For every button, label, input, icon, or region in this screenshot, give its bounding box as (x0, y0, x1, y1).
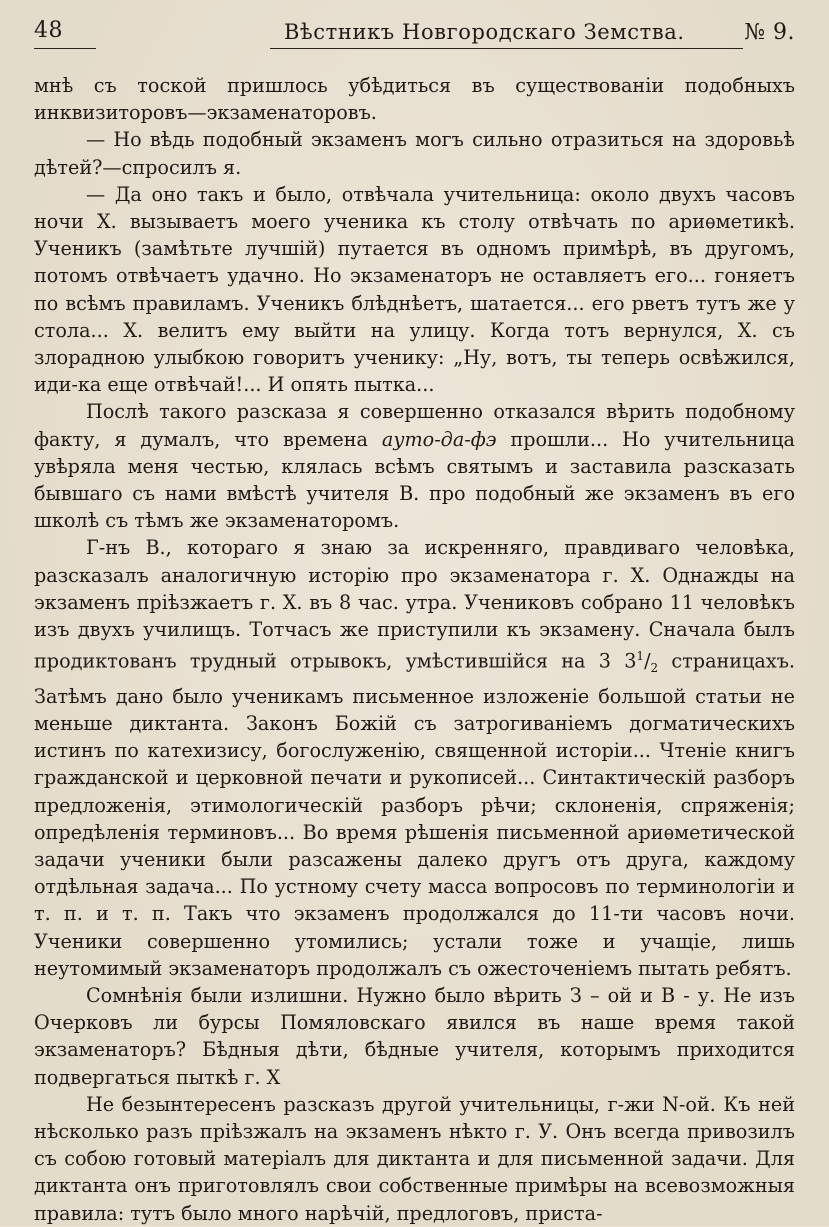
italic-auto-da-fe: ауто-да-фэ (381, 427, 497, 451)
paragraph-question: — Но вѣдь подобный экзаменъ могъ сильно отразиться на здоровьѣ дѣтей?—спросилъ я. (34, 128, 795, 179)
fraction-numerator: 1 (636, 649, 645, 664)
paragraph-teacher-answer: — Да оно такъ и было, отвѣчала учительница: около двухъ часовъ ночи Х. вызываетъ моего ученика къ столу отвѣчать по ариѳметикѣ. Ученикъ (замѣтьте лучшій) путается въ одномъ примѣрѣ, въ другомъ, потомъ отвѣчаетъ удачно. Но экзаменаторъ не оставляетъ его... гоняетъ по всѣмъ правиламъ. Ученикъ блѣднѣетъ, шатается... его рветъ тутъ же у стола... Х. велитъ ему выйти на улицу. Когда тотъ вернулся, Х. съ злорадною улыбкою говоритъ ученику: „Ну, вотъ, ты теперь освѣжился, иди-ка еще отвѣчай!... И опять пытка... (34, 182, 795, 397)
paragraph-continuation: мнѣ съ тоской пришлось убѣдиться въ существованіи подобныхъ инквизиторовъ—экзаменаторовъ. (34, 74, 795, 125)
issue-number: № 9. (744, 20, 795, 45)
header-rule-left (34, 48, 96, 49)
paragraph-teacher-v-before: Г-нъ В., котораго я знаю за искренняго, правдиваго человѣка, разсказалъ аналогичную исторію про экзаменатора г. Х. Однажды на экзаменъ пріѣзжаетъ г. Х. въ 8 час. утра. Учениковъ собрано 11 человѣкъ изъ двухъ училищъ. Тотчасъ же приступили къ экзамену. Сначала былъ продиктованъ трудный отрывокъ, умѣстившійся на 3 3 (34, 536, 795, 673)
paragraph-another-teacher: Не безынтересенъ разсказъ другой учительницы, г-жи N-ой. Къ ней нѣсколько разъ пріѣзжалъ на экзаменъ нѣкто г. У. Онъ всегда привозилъ съ собою готовый матеріалъ для диктанта и для письменной задачи. Для диктанта онъ приготовлялъ свои собственные примѣры на всевозможныя правила: тутъ было много нарѣчій, предлоговъ, приста- (34, 1092, 795, 1225)
header-rule-right (270, 48, 743, 49)
paragraph-auto-da-fe-before: Послѣ такого разсказа я совершенно отказался вѣрить подобному факту, я думалъ, что времена (34, 400, 795, 451)
paragraph-teacher-v-story (34, 534, 795, 981)
paragraph-teacher-v-after: страницахъ. Затѣмъ дано было ученикамъ письменное изложеніе большой статьи не меньше диктанта. Законъ Божій съ затрогиваніемъ догматическихъ истинъ по катехизису, богослуженію, священной исторіи... Чтеніе книгъ гражданской и церковной печати и рукописей... Синтактическій разборъ предложенія, этимологическій разборъ рѣчи; склоненія, спряженія; опредѣленія терминовъ... Во время рѣшенія письменной ариѳметической задачи ученики были разсажены далеко другъ отъ друга, каждому отдѣльная задача... По устному счету масса вопросовъ по терминологіи и т. п. и т. п. Такъ что экзаменъ продолжался до 11-ти часовъ ночи. Ученики совершенно утомились; устали тоже и учащіе, лишь неутомимый экзаменаторъ продолжалъ съ ожесточеніемъ пытать ребятъ. (34, 649, 796, 980)
journal-title: Вѣстникъ Новгородскаго Земства. (284, 20, 685, 44)
paragraph-doubts: Сомнѣнія были излишни. Нужно было вѣрить З – ой и В - у. Не изъ Очерковъ ли бурсы Помяловскаго явился въ наше время такой экзаменаторъ? Бѣдныя дѣти, бѣдные учителя, которымъ приходится подвергаться пыткѣ г. Х (34, 983, 795, 1089)
fraction-slash: / (644, 649, 651, 673)
paragraph-auto-da-fe-after: прошли... Но учительница увѣряла меня честью, клялась всѣмъ святымъ и заставила разсказать бывшаго съ нами вмѣстѣ учителя В. про подобный же экзаменъ въ его школѣ съ тѣмъ же экзаменаторомъ. (34, 427, 795, 533)
paragraph-auto-da-fe (34, 398, 795, 534)
fraction-denominator: 2 (650, 661, 659, 676)
page-number: 48 (34, 18, 63, 43)
article-body (34, 72, 795, 1227)
page-header (34, 18, 795, 52)
